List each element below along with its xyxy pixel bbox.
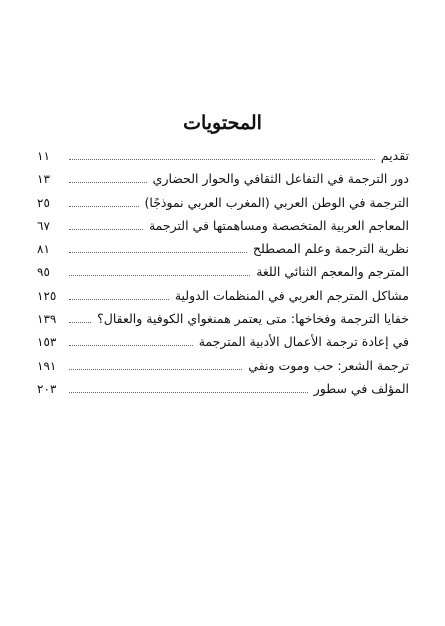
dotted-leader [69, 206, 139, 207]
dotted-leader [69, 159, 375, 160]
toc-entry [37, 311, 409, 334]
toc-entry-page: ٨١ [37, 242, 50, 257]
page-title: المحتويات [183, 112, 262, 134]
toc-entry-title: تقديم [380, 148, 409, 163]
toc-entry-title: خفايا الترجمة وفخاخها: متى يعتمر همنغواي الكوفية والعقال؟ [97, 311, 409, 327]
toc-entry [37, 171, 409, 194]
toc-entry [37, 288, 409, 311]
toc-entry-title: المترجم والمعجم الثنائي اللغة [256, 264, 409, 280]
dotted-leader [69, 369, 242, 370]
toc-entry-title: مشاكل المترجم العربي في المنظمات الدولية [174, 287, 409, 303]
dotted-leader [69, 392, 308, 393]
toc-entry-page: ١٥٣ [37, 335, 57, 350]
toc-entry-title: المؤلف في سطور [313, 380, 409, 396]
dotted-leader [69, 252, 247, 253]
dotted-leader [69, 229, 143, 230]
toc-entry-page: ١٩١ [37, 358, 57, 373]
toc-entry-title: المعاجم العربية المتخصصة ومساهمتها في الترجمة [148, 217, 409, 233]
toc-entry [37, 241, 409, 264]
toc-entry-title: نظرية الترجمة وعلم المصطلح [252, 241, 409, 257]
toc-entry-page: ٢٠٣ [37, 381, 57, 396]
dotted-leader [69, 275, 250, 276]
toc-entry-page: ١٣ [37, 172, 50, 187]
toc-entry [37, 148, 409, 171]
toc-entry-title: ترجمة الشعر: حب وموت ونفي [248, 357, 409, 373]
toc-entry-page: ١٣٩ [37, 312, 57, 327]
table-of-contents [37, 148, 409, 404]
toc-entry-page: ٩٥ [37, 265, 50, 280]
toc-entry [37, 358, 409, 381]
toc-entry-title: في إعادة ترجمة الأعمال الأدبية المترجمة [198, 334, 409, 350]
toc-entry [37, 218, 409, 241]
toc-entry-page: ٦٧ [37, 218, 50, 233]
toc-entry [37, 264, 409, 287]
toc-entry-page: ١١ [37, 149, 50, 163]
dotted-leader [69, 322, 91, 323]
dotted-leader [69, 299, 169, 300]
toc-entry [37, 195, 409, 218]
toc-entry-title: الترجمة في الوطن العربي (المغرب العربي نموذجًا) [144, 194, 409, 210]
toc-entry [37, 334, 409, 357]
dotted-leader [69, 182, 147, 183]
toc-entry [37, 381, 409, 404]
toc-entry-page: ١٢٥ [37, 288, 57, 303]
toc-entry-page: ٢٥ [37, 195, 50, 210]
dotted-leader [69, 345, 193, 346]
toc-entry-title: دور الترجمة في التفاعل الثقافي والحوار الحضاري [152, 171, 409, 187]
